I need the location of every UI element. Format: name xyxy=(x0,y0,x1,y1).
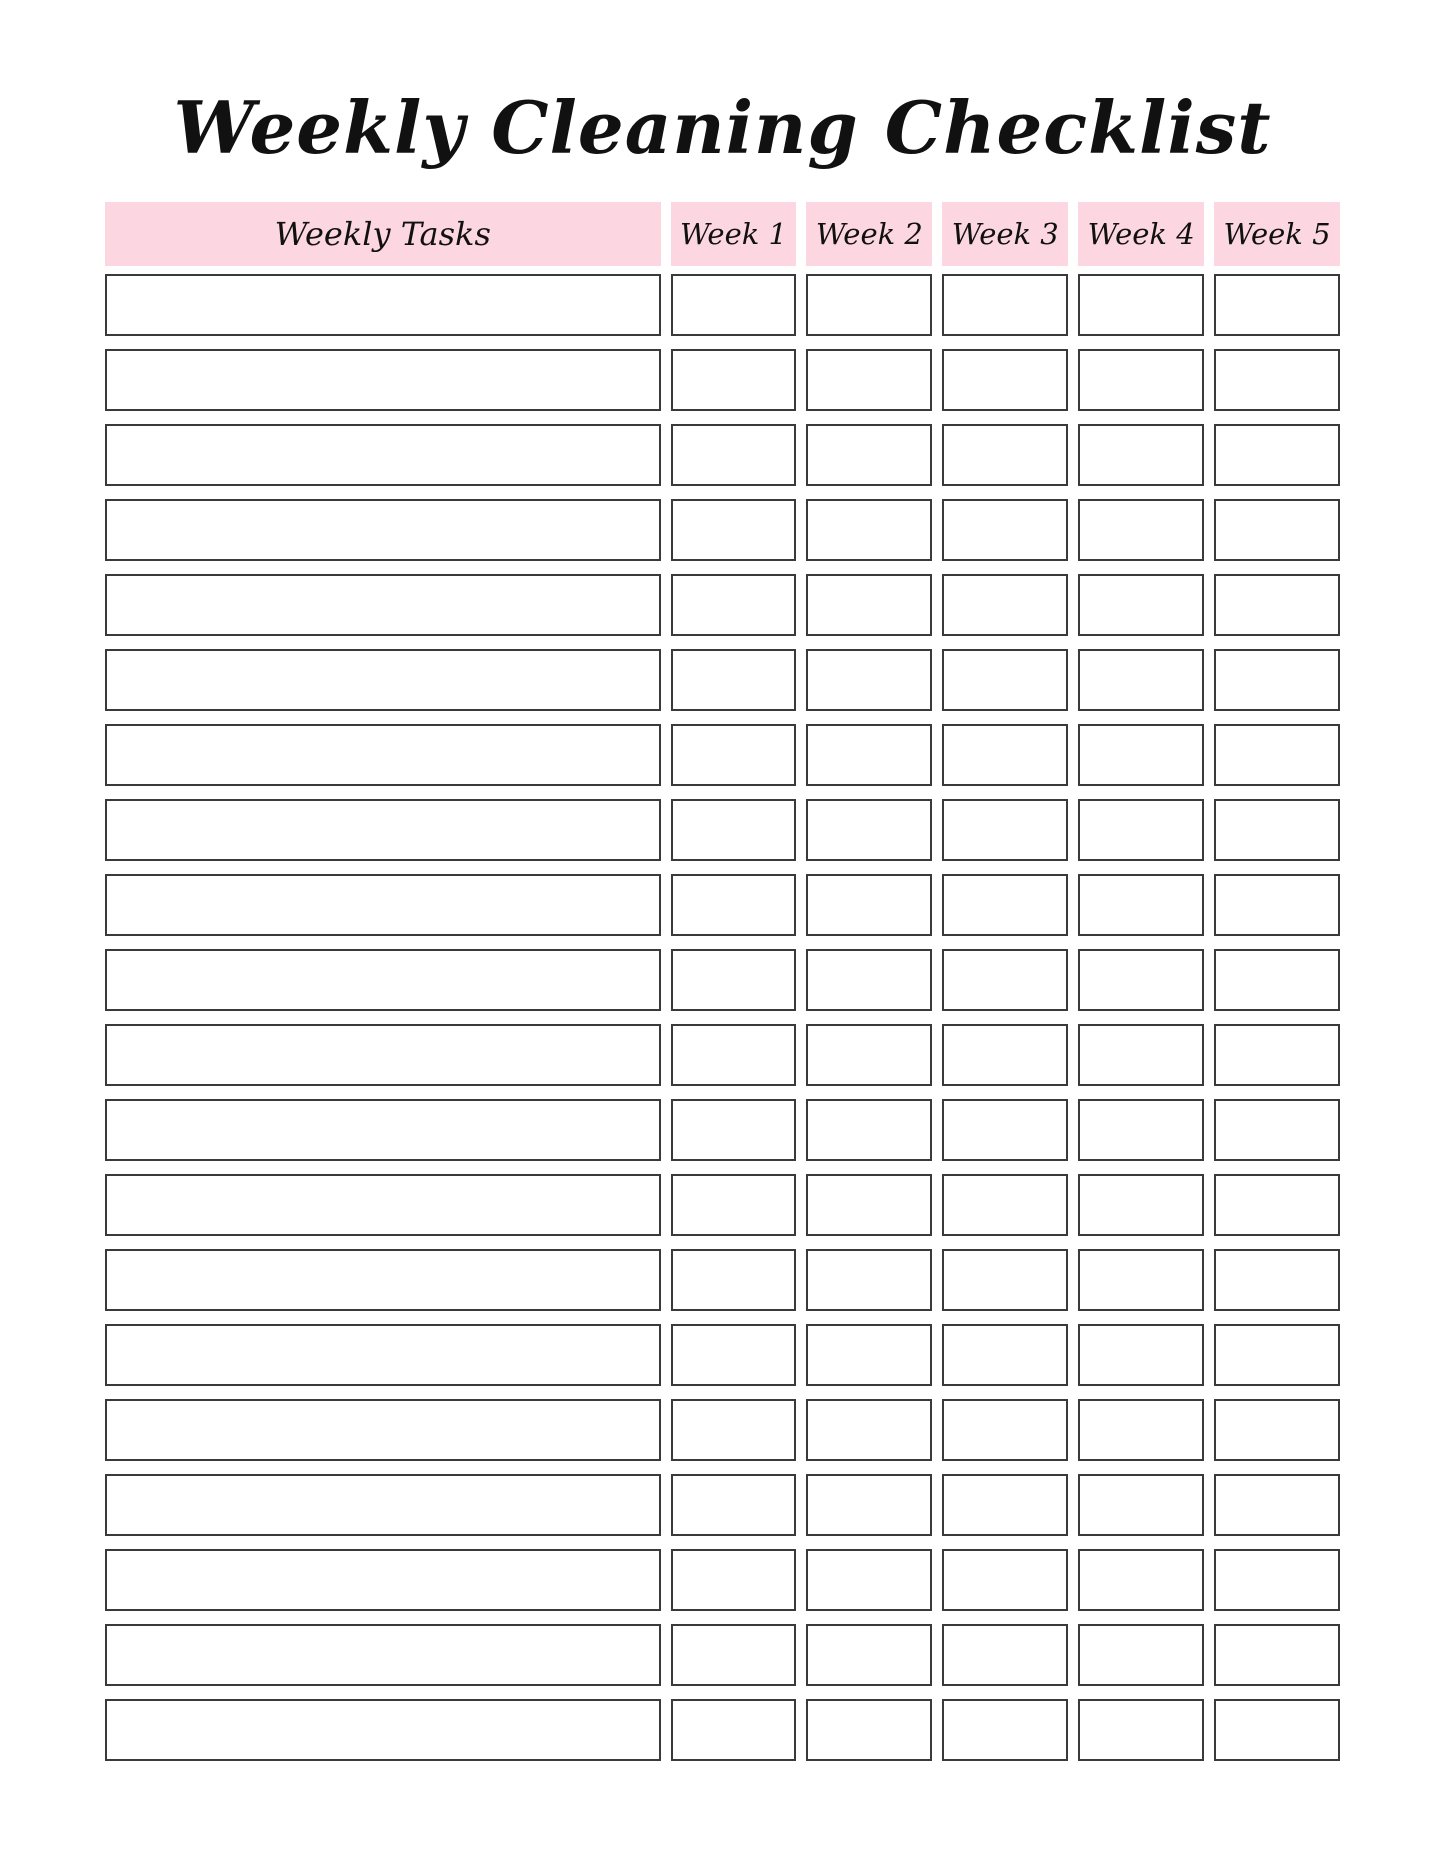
week-4-checkbox[interactable] xyxy=(1078,349,1204,411)
week-5-checkbox[interactable] xyxy=(1214,1249,1340,1311)
table-row xyxy=(105,1249,1340,1311)
week-4-checkbox[interactable] xyxy=(1078,1624,1204,1686)
week-1-checkbox[interactable] xyxy=(671,949,797,1011)
table-row xyxy=(105,799,1340,861)
week-2-checkbox[interactable] xyxy=(806,799,932,861)
week-5-checkbox[interactable] xyxy=(1214,724,1340,786)
table-row xyxy=(105,1324,1340,1386)
week-5-checkbox[interactable] xyxy=(1214,574,1340,636)
week-4-checkbox[interactable] xyxy=(1078,1024,1204,1086)
week-2-checkbox[interactable] xyxy=(806,424,932,486)
task-field[interactable] xyxy=(105,1699,661,1761)
week-1-checkbox[interactable] xyxy=(671,1399,797,1461)
week-5-checkbox[interactable] xyxy=(1214,1624,1340,1686)
table-row xyxy=(105,1399,1340,1461)
week-3-checkbox[interactable] xyxy=(942,874,1068,936)
week-4-checkbox[interactable] xyxy=(1078,649,1204,711)
week-5-checkbox[interactable] xyxy=(1214,499,1340,561)
task-field[interactable] xyxy=(105,1174,661,1236)
header-row xyxy=(105,202,1340,266)
week-1-checkbox[interactable] xyxy=(671,1549,797,1611)
header-weekly-tasks: Weekly Tasks xyxy=(105,202,661,266)
week-5-checkbox[interactable] xyxy=(1214,874,1340,936)
week-5-checkbox[interactable] xyxy=(1214,1474,1340,1536)
week-3-checkbox[interactable] xyxy=(942,799,1068,861)
week-4-checkbox[interactable] xyxy=(1078,1699,1204,1761)
week-1-checkbox[interactable] xyxy=(671,274,797,336)
task-field[interactable] xyxy=(105,1024,661,1086)
week-3-checkbox[interactable] xyxy=(942,1099,1068,1161)
week-3-checkbox[interactable] xyxy=(942,274,1068,336)
week-3-checkbox[interactable] xyxy=(942,724,1068,786)
week-3-checkbox[interactable] xyxy=(942,499,1068,561)
week-2-checkbox[interactable] xyxy=(806,1324,932,1386)
week-1-checkbox[interactable] xyxy=(671,1474,797,1536)
table-row xyxy=(105,1174,1340,1236)
week-2-checkbox[interactable] xyxy=(806,874,932,936)
task-field[interactable] xyxy=(105,499,661,561)
week-3-checkbox[interactable] xyxy=(942,1024,1068,1086)
week-1-checkbox[interactable] xyxy=(671,724,797,786)
week-1-checkbox[interactable] xyxy=(671,1099,797,1161)
week-2-checkbox[interactable] xyxy=(806,649,932,711)
week-4-checkbox[interactable] xyxy=(1078,574,1204,636)
task-field[interactable] xyxy=(105,574,661,636)
table-row xyxy=(105,724,1340,786)
week-3-checkbox[interactable] xyxy=(942,1399,1068,1461)
task-field[interactable] xyxy=(105,724,661,786)
week-1-checkbox[interactable] xyxy=(671,424,797,486)
task-field[interactable] xyxy=(105,274,661,336)
week-3-checkbox[interactable] xyxy=(942,349,1068,411)
task-field[interactable] xyxy=(105,1549,661,1611)
week-3-checkbox[interactable] xyxy=(942,1174,1068,1236)
task-field[interactable] xyxy=(105,649,661,711)
week-2-checkbox[interactable] xyxy=(806,574,932,636)
header-week-5: Week 5 xyxy=(1214,202,1340,266)
task-field[interactable] xyxy=(105,1624,661,1686)
week-3-checkbox[interactable] xyxy=(942,1549,1068,1611)
task-field[interactable] xyxy=(105,949,661,1011)
table-row xyxy=(105,424,1340,486)
header-week-2: Week 2 xyxy=(806,202,932,266)
week-4-checkbox[interactable] xyxy=(1078,1324,1204,1386)
header-week-3: Week 3 xyxy=(942,202,1068,266)
table-row xyxy=(105,349,1340,411)
week-3-checkbox[interactable] xyxy=(942,649,1068,711)
week-2-checkbox[interactable] xyxy=(806,1474,932,1536)
week-5-checkbox[interactable] xyxy=(1214,649,1340,711)
week-4-checkbox[interactable] xyxy=(1078,1249,1204,1311)
week-3-checkbox[interactable] xyxy=(942,1624,1068,1686)
week-2-checkbox[interactable] xyxy=(806,349,932,411)
week-3-checkbox[interactable] xyxy=(942,1699,1068,1761)
week-4-checkbox[interactable] xyxy=(1078,1174,1204,1236)
week-4-checkbox[interactable] xyxy=(1078,499,1204,561)
week-5-checkbox[interactable] xyxy=(1214,349,1340,411)
week-4-checkbox[interactable] xyxy=(1078,949,1204,1011)
week-5-checkbox[interactable] xyxy=(1214,424,1340,486)
week-2-checkbox[interactable] xyxy=(806,1249,932,1311)
task-field[interactable] xyxy=(105,874,661,936)
week-1-checkbox[interactable] xyxy=(671,649,797,711)
table-row xyxy=(105,1549,1340,1611)
table-row xyxy=(105,274,1340,336)
week-5-checkbox[interactable] xyxy=(1214,799,1340,861)
week-1-checkbox[interactable] xyxy=(671,1024,797,1086)
week-1-checkbox[interactable] xyxy=(671,349,797,411)
week-3-checkbox[interactable] xyxy=(942,574,1068,636)
week-5-checkbox[interactable] xyxy=(1214,1324,1340,1386)
week-2-checkbox[interactable] xyxy=(806,1624,932,1686)
table-row xyxy=(105,1099,1340,1161)
week-5-checkbox[interactable] xyxy=(1214,274,1340,336)
week-4-checkbox[interactable] xyxy=(1078,424,1204,486)
table-row xyxy=(105,1024,1340,1086)
table-row xyxy=(105,1699,1340,1761)
task-field[interactable] xyxy=(105,1399,661,1461)
week-1-checkbox[interactable] xyxy=(671,1624,797,1686)
week-4-checkbox[interactable] xyxy=(1078,799,1204,861)
week-2-checkbox[interactable] xyxy=(806,1699,932,1761)
task-rows xyxy=(105,274,1340,1761)
week-2-checkbox[interactable] xyxy=(806,724,932,786)
week-2-checkbox[interactable] xyxy=(806,1024,932,1086)
week-3-checkbox[interactable] xyxy=(942,424,1068,486)
week-4-checkbox[interactable] xyxy=(1078,724,1204,786)
week-1-checkbox[interactable] xyxy=(671,1324,797,1386)
page-title: Weekly Cleaning Checklist xyxy=(173,85,1272,170)
week-1-checkbox[interactable] xyxy=(671,874,797,936)
week-1-checkbox[interactable] xyxy=(671,499,797,561)
week-2-checkbox[interactable] xyxy=(806,499,932,561)
week-2-checkbox[interactable] xyxy=(806,1174,932,1236)
table-row xyxy=(105,574,1340,636)
checklist-table xyxy=(105,202,1340,1774)
task-field[interactable] xyxy=(105,349,661,411)
table-row xyxy=(105,1624,1340,1686)
task-field[interactable] xyxy=(105,1474,661,1536)
week-4-checkbox[interactable] xyxy=(1078,1399,1204,1461)
week-2-checkbox[interactable] xyxy=(806,274,932,336)
header-week-1: Week 1 xyxy=(671,202,797,266)
week-3-checkbox[interactable] xyxy=(942,1324,1068,1386)
week-3-checkbox[interactable] xyxy=(942,1474,1068,1536)
week-2-checkbox[interactable] xyxy=(806,1399,932,1461)
week-1-checkbox[interactable] xyxy=(671,1249,797,1311)
week-2-checkbox[interactable] xyxy=(806,1549,932,1611)
week-5-checkbox[interactable] xyxy=(1214,1099,1340,1161)
task-field[interactable] xyxy=(105,1249,661,1311)
week-5-checkbox[interactable] xyxy=(1214,1024,1340,1086)
task-field[interactable] xyxy=(105,1324,661,1386)
week-4-checkbox[interactable] xyxy=(1078,874,1204,936)
week-2-checkbox[interactable] xyxy=(806,1099,932,1161)
table-row xyxy=(105,649,1340,711)
header-week-4: Week 4 xyxy=(1078,202,1204,266)
week-2-checkbox[interactable] xyxy=(806,949,932,1011)
week-5-checkbox[interactable] xyxy=(1214,949,1340,1011)
table-row xyxy=(105,499,1340,561)
week-4-checkbox[interactable] xyxy=(1078,274,1204,336)
task-field[interactable] xyxy=(105,424,661,486)
task-field[interactable] xyxy=(105,1099,661,1161)
week-4-checkbox[interactable] xyxy=(1078,1474,1204,1536)
task-field[interactable] xyxy=(105,799,661,861)
week-1-checkbox[interactable] xyxy=(671,1699,797,1761)
week-5-checkbox[interactable] xyxy=(1214,1699,1340,1761)
table-row xyxy=(105,1474,1340,1536)
week-1-checkbox[interactable] xyxy=(671,1174,797,1236)
table-row xyxy=(105,949,1340,1011)
week-1-checkbox[interactable] xyxy=(671,799,797,861)
week-4-checkbox[interactable] xyxy=(1078,1549,1204,1611)
week-1-checkbox[interactable] xyxy=(671,574,797,636)
week-4-checkbox[interactable] xyxy=(1078,1099,1204,1161)
week-5-checkbox[interactable] xyxy=(1214,1399,1340,1461)
week-5-checkbox[interactable] xyxy=(1214,1549,1340,1611)
week-3-checkbox[interactable] xyxy=(942,1249,1068,1311)
week-3-checkbox[interactable] xyxy=(942,949,1068,1011)
week-5-checkbox[interactable] xyxy=(1214,1174,1340,1236)
table-row xyxy=(105,874,1340,936)
